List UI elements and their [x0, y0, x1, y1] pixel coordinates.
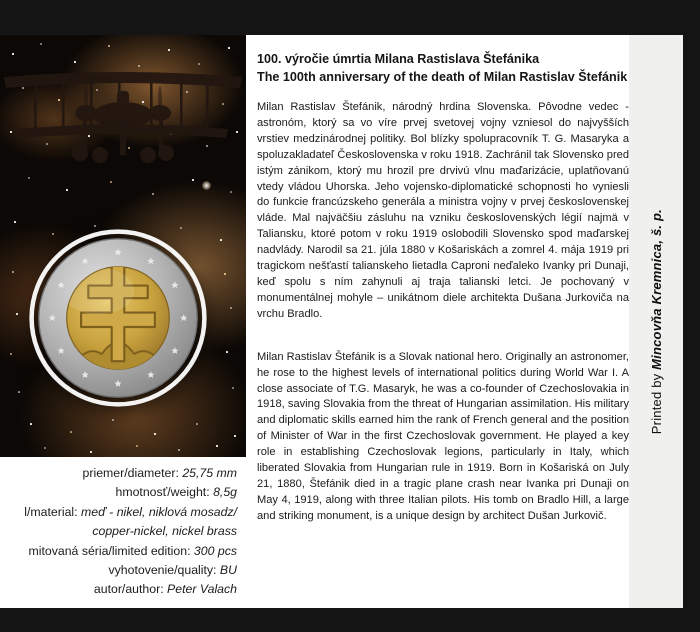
spec-value: Peter Valach [167, 582, 237, 597]
coin-specifications [0, 457, 246, 608]
spec-value: 8,5g [213, 485, 237, 500]
printer-strip [629, 35, 683, 608]
printed-by-label: Printed by [648, 369, 664, 435]
spec-row [0, 580, 237, 599]
spec-row [0, 464, 237, 483]
spec-value: 25,75 mm [182, 466, 237, 480]
spec-row [0, 542, 237, 561]
spec-value: BU [219, 563, 237, 578]
collector-card [0, 35, 683, 608]
spec-label: l/material: [24, 504, 78, 519]
description-column [257, 51, 629, 525]
paragraph-english: Milan Rastislav Štefánik is a Slovak national hero. Originally an astronomer, he rose to the highest levels of international politics during World War I. A close associate of T.G. Masaryk, he was a co-founder of Czechoslovakia in 1918, saving Slovakia from the threat of Hungarian assimilation. His military and diplomatic skills earned him the rank of French general and the position of Minister of War in the first Czechoslovak government. He played a key role in establishing Czechoslovak legions, particularly in Italy, which liberated Slovakia from Hungarian rule in 1919. Born in Košariská on July 21, 1880, Štefánik died in a tragic plane crash near Ivanka pri Dunaji on May 4, 1919, along with three Italian pilots. His tomb on Bradlo Hill, a large and striking monument, is a unique design by architect Dušan Jurkovič. [257, 350, 629, 522]
spec-value: copper-nickel, nickel brass [92, 524, 237, 539]
biplane-image [0, 41, 246, 213]
starfield-photo [0, 35, 246, 457]
printer-name: Mincovňa Kremnica, š. p. [648, 208, 664, 370]
spec-label: mitovaná séria/limited edition: [28, 543, 191, 558]
spec-label: autor/author: [93, 582, 164, 597]
two-euro-coin-image [28, 228, 208, 408]
title-english: The 100th anniversary of the death of Milan Rastislav Štefánik [257, 69, 628, 84]
spec-label: vyhotovenie/quality: [108, 563, 217, 578]
spec-value: 300 pcs [193, 543, 237, 558]
spec-row [0, 483, 237, 502]
spec-row [0, 503, 237, 522]
spec-value: meď - nikel, niklová mosadz/ [81, 504, 237, 519]
spec-label: hmotnosť/weight: [115, 485, 210, 500]
paragraph-slovak: Milan Rastislav Štefánik, národný hrdina Slovenska. Pôvodne vedec - astronóm, ktorý sa vo víre prvej svetovej vojny vzniesol do najvyšších vrstiev medzinárodnej politiky. Bol blízky spolupracovník T. G. Masaryka a spoluzakladateľ Československa v roku 1918. Zachránil tak Slovensko pred istým zánikom, ktorý mu hrozil pre drvivú vlnu maďarizácie, uplatňovanú vtedy vládou Uhorska. Jeho vojensko-diplomatické schopnosti ho vyniesli do funkcie francúzskeho generála a ministra vojny v prvej československej vláde. Mal najväčšiu zásluhu na vzniku československých légií najmä v Taliansku, ktoré potom v roku 1919 oslobodili Slovensko spod maďarskej nadvlády. Narodil sa 21. júla 1880 v Košariskách a zomrel 4. mája 1919 pri tragickom nešťastí talianskeho lietadla Caproni neďaleko Ivanky pri Dunaji, keď spolu s ním zahynuli aj traja talianski letci. Je pochovaný v monumentálnej mohyle – unikátnom diele architekta Dušana Jurkoviča na vrchu Bradlo. [257, 101, 629, 320]
printer-credit [649, 209, 664, 434]
spec-label: priemer/diameter: [82, 466, 179, 480]
stars-decoration [0, 35, 2, 37]
spec-row [0, 561, 237, 580]
title-slovak: 100. výročie úmrtia Milana Rastislava Štefánika [257, 52, 540, 66]
spec-row [0, 522, 237, 541]
